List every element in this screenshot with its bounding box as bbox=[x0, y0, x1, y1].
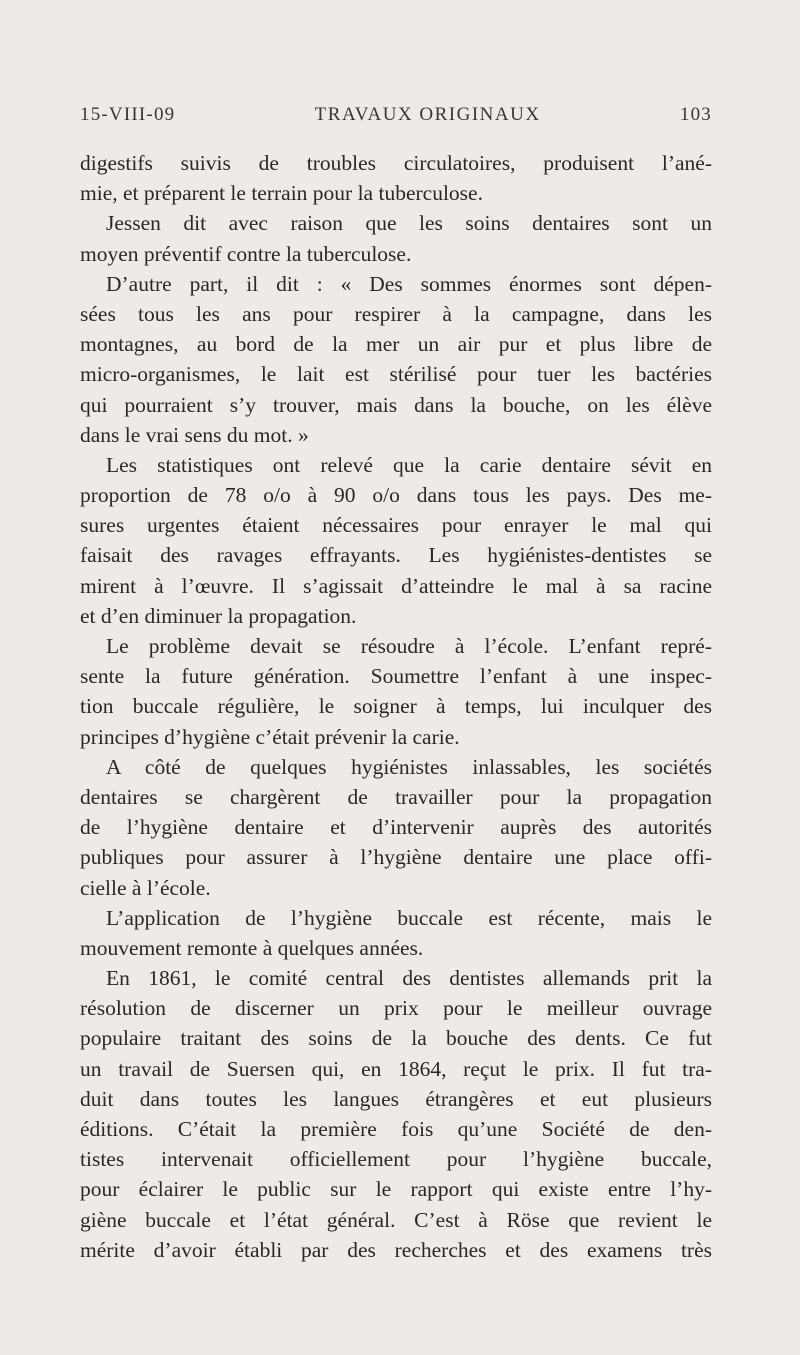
text-line: et d’en diminuer la propagation. bbox=[80, 603, 357, 628]
text-line: principes d’hygiène c’était prévenir la carie. bbox=[80, 724, 460, 749]
text-line: dans le vrai sens du mot. » bbox=[80, 422, 309, 447]
text-line: populaire traitant des soins de la bouche des dents. Ce fut bbox=[80, 1026, 712, 1051]
text-line: sente la future génération. Soumettre l’enfant à une inspec- bbox=[80, 664, 712, 689]
text-line: mie, et préparent le terrain pour la tuberculose. bbox=[80, 181, 483, 206]
book-page bbox=[80, 104, 712, 1265]
text-line: D’autre part, il dit : « Des sommes énormes sont dépen- bbox=[106, 271, 712, 296]
text-line: A côté de quelques hygiénistes inlassables, les sociétés bbox=[106, 754, 712, 779]
text-line: sées tous les ans pour respirer à la campagne, dans les bbox=[80, 301, 712, 326]
text-line: de l’hygiène dentaire et d’intervenir auprès des autorités bbox=[80, 815, 712, 840]
text-line: mirent à l’œuvre. Il s’agissait d’atteindre le mal à sa racine bbox=[80, 573, 712, 598]
text-line: cielle à l’école. bbox=[80, 875, 211, 900]
text-line: résolution de discerner un prix pour le meilleur ouvrage bbox=[80, 996, 712, 1021]
text-line: Jessen dit avec raison que les soins dentaires sont un bbox=[106, 211, 712, 236]
text-line: éditions. C’était la première fois qu’une Société de den- bbox=[80, 1117, 712, 1141]
page-number: 103 bbox=[679, 104, 712, 125]
header-section-title: TRAVAUX ORIGINAUX bbox=[314, 104, 541, 125]
running-header bbox=[80, 104, 712, 134]
text-line: digestifs suivis de troubles circulatoires, produisent l’ané- bbox=[80, 151, 712, 175]
text-line: En 1861, le comité central des dentistes allemands prit la bbox=[106, 966, 712, 991]
text-line: pour éclairer le public sur le rapport qui existe entre l’hy- bbox=[80, 1177, 712, 1202]
text-line: dentaires se chargèrent de travailler pour la propagation bbox=[80, 784, 712, 809]
text-line: proportion de 78 o/o à 90 o/o dans tous les pays. Des me- bbox=[80, 483, 712, 508]
header-date: 15-VIII-09 bbox=[80, 104, 176, 125]
text-line: publiques pour assurer à l’hygiène dentaire une place offi- bbox=[80, 845, 712, 870]
text-line: tion buccale régulière, le soigner à temps, lui inculquer des bbox=[80, 694, 712, 719]
page-body-text bbox=[80, 148, 712, 1265]
text-line: Les statistiques ont relevé que la carie dentaire sévit en bbox=[106, 452, 712, 477]
text-line: L’application de l’hygiène buccale est récente, mais le bbox=[106, 905, 712, 930]
text-line: Le problème devait se résoudre à l’école. L’enfant repré- bbox=[106, 634, 712, 658]
text-line: mouvement remonte à quelques années. bbox=[80, 935, 424, 960]
text-line: sures urgentes étaient nécessaires pour enrayer le mal qui bbox=[80, 513, 712, 538]
text-line: qui pourraient s’y trouver, mais dans la bouche, on les élève bbox=[80, 392, 712, 417]
text-line: moyen préventif contre la tuberculose. bbox=[80, 241, 412, 266]
text-line: giène buccale et l’état général. C’est à Röse que revient le bbox=[80, 1207, 712, 1232]
text-line: tistes intervenait officiellement pour l’hygiène buccale, bbox=[80, 1147, 712, 1172]
text-line: micro-organismes, le lait est stérilisé pour tuer les bactéries bbox=[80, 362, 712, 387]
text-line: montagnes, au bord de la mer un air pur et plus libre de bbox=[80, 332, 712, 357]
text-line: faisait des ravages effrayants. Les hygiénistes-dentistes se bbox=[80, 543, 712, 568]
text-line: mérite d’avoir établi par des recherches et des examens très bbox=[80, 1237, 712, 1262]
text-line: un travail de Suersen qui, en 1864, reçut le prix. Il fut tra- bbox=[80, 1056, 712, 1081]
text-line: duit dans toutes les langues étrangères et eut plusieurs bbox=[80, 1086, 712, 1111]
